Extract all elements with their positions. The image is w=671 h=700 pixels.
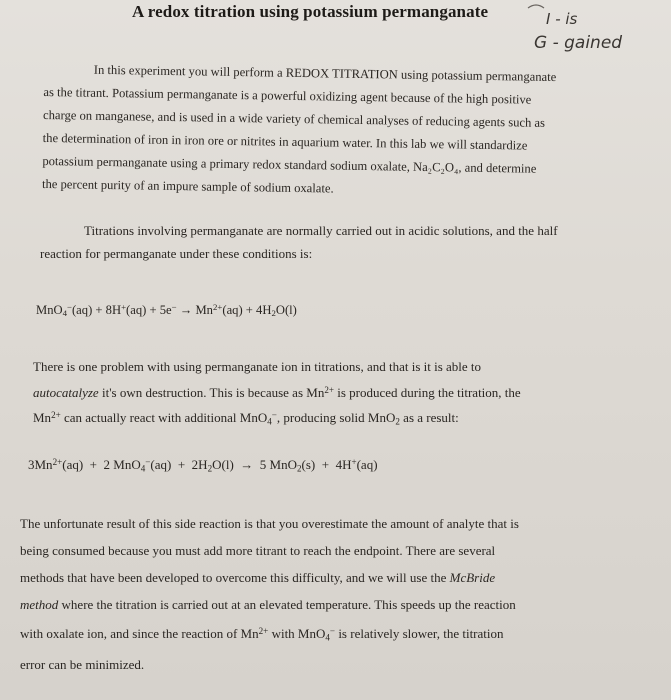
eq-text: (s) + 4H (301, 457, 352, 473)
paragraph-line: charge on manganese, and is used in a wide variety of chemical analyses of reducing agents such as (42, 107, 546, 130)
paragraph-line (33, 404, 521, 434)
paragraph-line (33, 379, 521, 405)
paragraph-line: as the titrant. Potassium permanganate is a powerful oxidizing agent because of the high positive (43, 84, 532, 107)
handwritten-note-line2: G - gained (534, 33, 623, 53)
document-title: A redox titration using potassium permanganate (132, 2, 489, 21)
text: it's own destruction. This is because as Mn (98, 384, 325, 400)
eq-sub: 2 (296, 463, 302, 474)
sub: 2 (395, 416, 400, 427)
eq-sub: 2 (271, 308, 276, 319)
text: with MnO (268, 626, 326, 642)
eq-text: (aq) + 8H (71, 302, 122, 317)
eq-sup: − (171, 302, 177, 312)
paragraph-line: potassium permanganate using a primary redox standard sodium oxalate, Na₂C₂O₄, and determine (42, 153, 537, 176)
paragraph-line: In this experiment you will perform a REDOX TITRATION using potassium permanganate (93, 62, 557, 85)
paragraph-autocatalysis (33, 355, 521, 434)
eq-text: (aq) + 2 MnO (62, 457, 141, 473)
eq-sup: − (67, 302, 72, 312)
paragraph-line (20, 618, 519, 651)
sub: 4 (267, 416, 272, 427)
eq-sub: 4 (62, 308, 67, 319)
eq-text: (aq) + 5e (126, 302, 172, 317)
paragraph-line: the determination of iron in iron ore or nitrites in aquarium water. In this lab we will standardize (42, 130, 528, 153)
emphasis-text: method (20, 597, 59, 612)
text: where the titration is carried out at an elevated temperature. This speeds up the reaction (58, 597, 516, 612)
eq-sup: + (351, 457, 357, 467)
equation-side-reaction (28, 457, 378, 473)
eq-text: (aq) (356, 457, 378, 473)
sup: 2+ (51, 410, 61, 421)
eq-sup: + (121, 302, 127, 312)
sup: 2+ (258, 626, 269, 636)
text: is relatively slower, the titration (335, 626, 504, 642)
text: is produced during the titration, the (334, 384, 521, 400)
paragraph-line: being consumed because you must add more titrant to reach the endpoint. There are several (20, 543, 496, 558)
equation-half-reaction (36, 302, 297, 318)
eq-text: O(l) → 5 MnO (212, 457, 297, 473)
text: Mn (33, 410, 52, 426)
eq-text: MnO (36, 302, 63, 317)
paragraph-intro (42, 58, 557, 204)
text: , producing solid MnO (276, 410, 396, 426)
eq-text: (aq) + 2H (150, 457, 208, 473)
pencil-mark-icon (528, 5, 544, 8)
text: methods that have been developed to overcome this difficulty, and we will use the (20, 570, 450, 585)
sup: − (329, 626, 336, 636)
emphasis-text: McBride (449, 570, 496, 585)
eq-sup: 2+ (52, 457, 63, 467)
sub: 4 (325, 632, 330, 643)
paragraph-mcbride-method (20, 510, 519, 678)
text: can actually react with additional MnO (60, 410, 268, 426)
paragraph-half-reaction (40, 219, 558, 265)
eq-sup: 2+ (212, 302, 223, 312)
emphasis-text: autocatalyze (33, 384, 99, 400)
eq-text: O(l) (275, 302, 297, 317)
eq-text: (aq) + 4H (222, 302, 272, 317)
handwritten-note-line1: I - is (546, 10, 578, 28)
eq-sup: − (145, 457, 151, 467)
text: as a result: (399, 410, 459, 426)
paragraph-line: error can be minimized. (20, 657, 145, 673)
eq-text: → Mn (176, 302, 213, 317)
paragraph-line: The unfortunate result of this side reaction is that you overestimate the amount of analyte that is (20, 516, 519, 531)
paragraph-line: reaction for permanganate under these conditions is: (40, 246, 313, 261)
paragraph-line (20, 564, 519, 591)
sup: − (271, 410, 277, 421)
paragraph-line: the percent purity of an impure sample of sodium oxalate. (41, 176, 334, 196)
paragraph-line (20, 591, 519, 618)
eq-sub: 2 (207, 463, 213, 474)
text: with oxalate ion, and since the reaction of Mn (20, 626, 259, 642)
handwritten-note (524, 0, 664, 58)
eq-sub: 4 (140, 463, 146, 474)
sup: 2+ (324, 384, 335, 395)
paragraph-line: There is one problem with using permanganate ion in titrations, and that is it is able to (33, 359, 482, 374)
paragraph-line: Titrations involving permanganate are normally carried out in acidic solutions, and the half (84, 223, 558, 238)
eq-text: 3Mn (28, 457, 53, 473)
